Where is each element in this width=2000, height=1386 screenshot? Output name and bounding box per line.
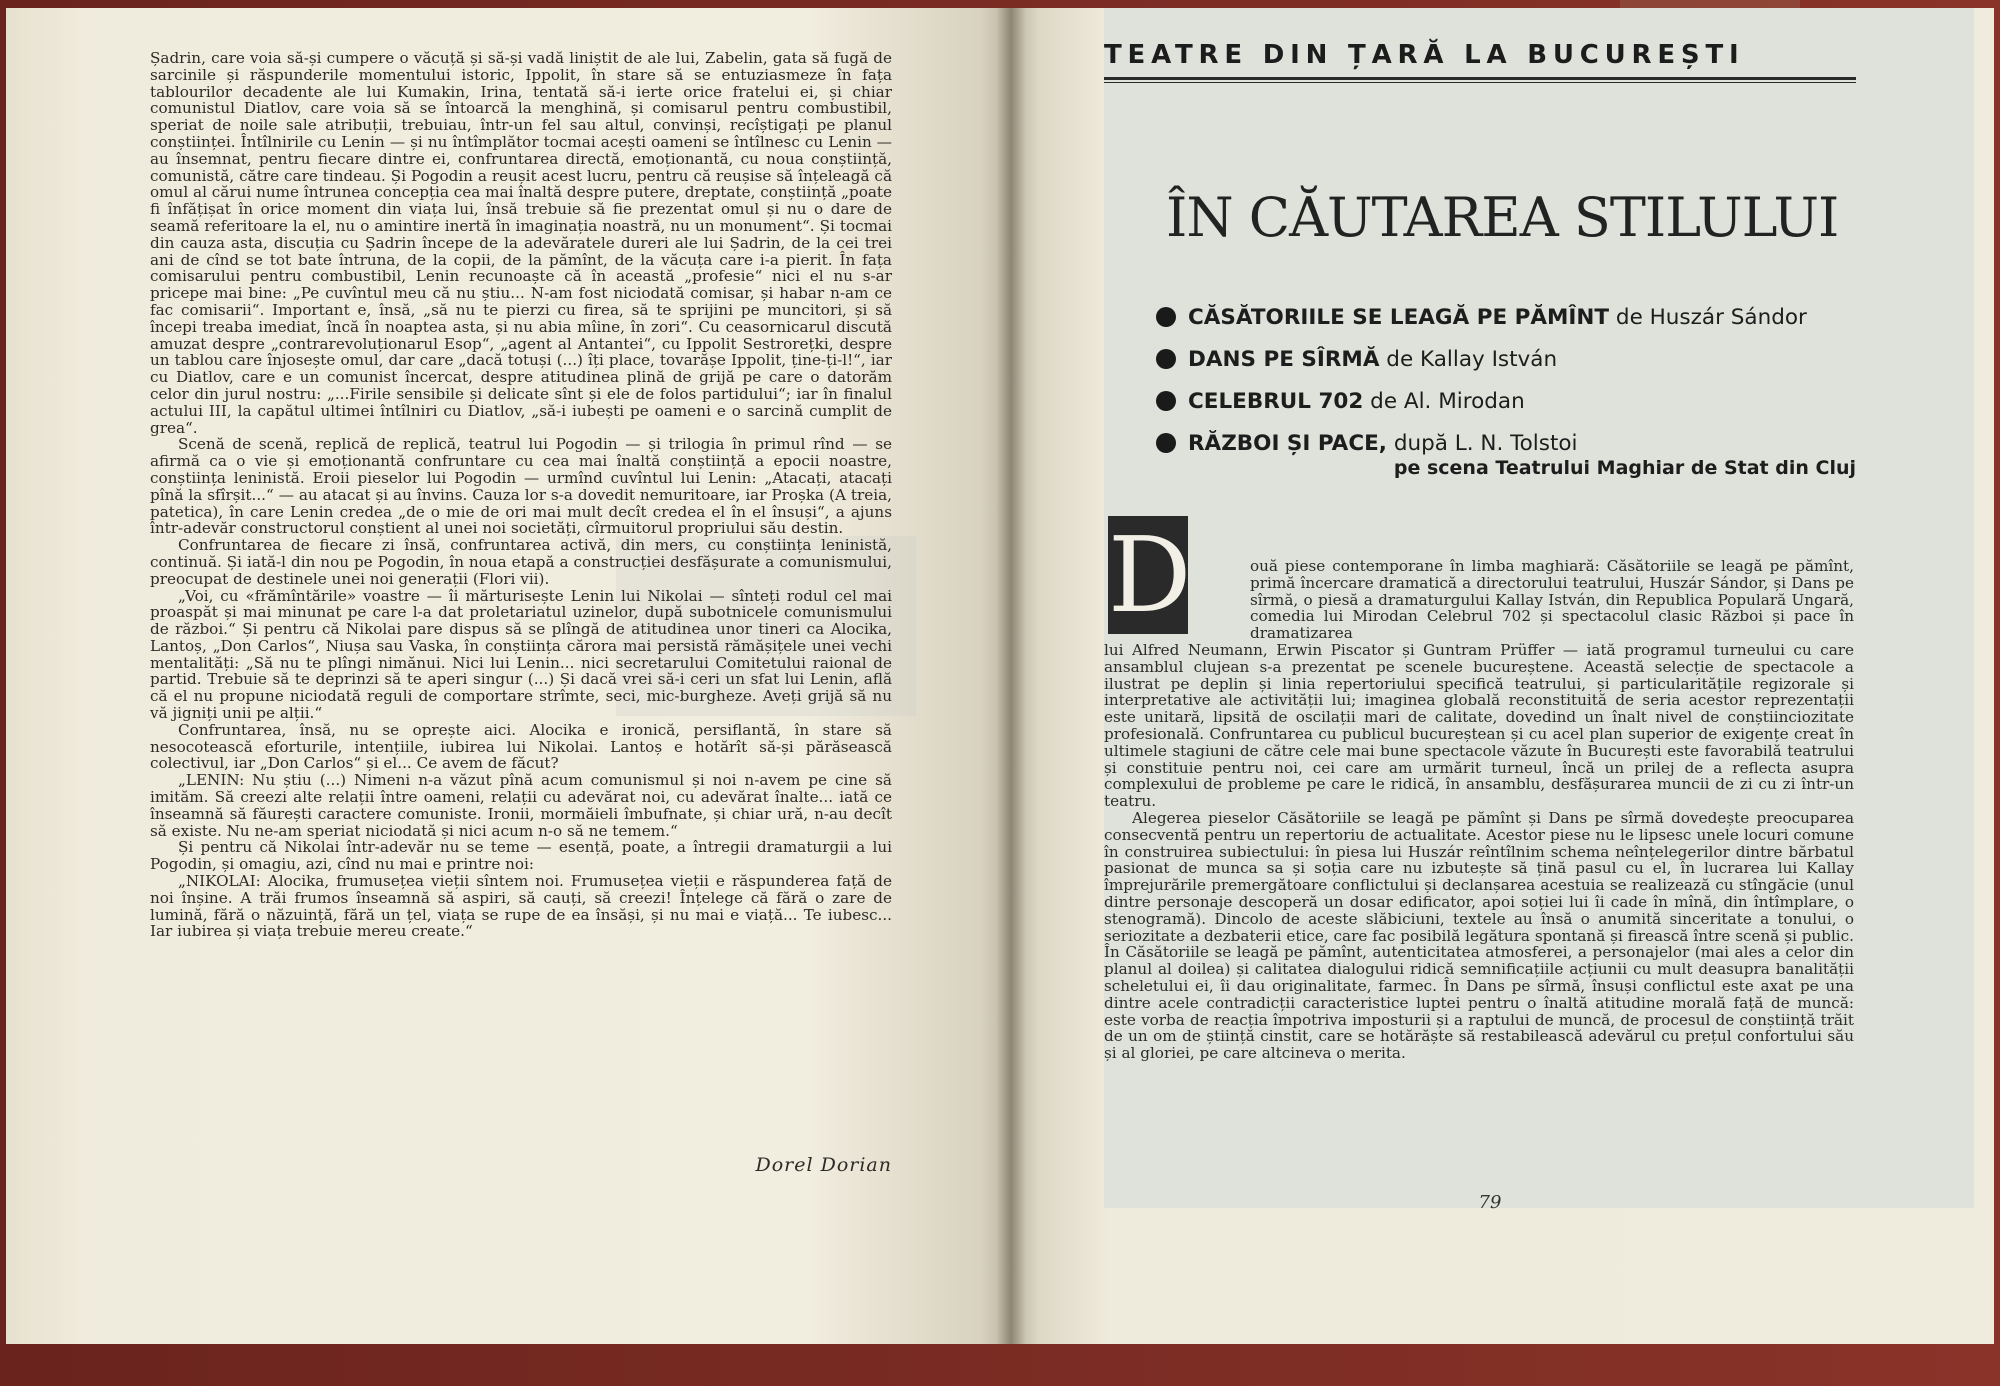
play-author: de Al. Mirodan [1370,388,1525,414]
list-item [1156,338,1856,380]
venue-line: pe scena Teatrului Maghiar de Stat din Cluj [1393,457,1856,479]
play-author: după L. N. Tolstoi [1393,430,1578,456]
page-number: 79 [1478,1192,1502,1213]
heading-rule [1104,82,1856,83]
paragraph: lui Alfred Neumann, Erwin Piscator și Guntram Prüffer — iată programul turneului cu care ansamblul clujean s-a prezentat pe scenele bucureștene. Această selecție de spectacole a ilustrat pe deplin și linia repertoriului specifică teatrului, și particularitățile regizorale și interpretative ale activității lui; imaginea globală reconstituită de seria acestor reprezentații este unitară, lipsită de oscilații mari de calitate, dovedind un înalt nivel de conștiinciozitate profesională. Confruntarea cu publicul bucureștean și cu acel plan superior de exigențe creat în ultimele stagiuni de către cele mai bune spectacole văzute în București este favorabilă teatrului și constituie pentru noi, cei care am urmărit turneul, încă un prilej de a reflecta asupra complexului de probleme pe care le ridică, în ansamblu, desfășurarea muncii de zi cu zi într-un teatru. [1104,641,1854,811]
intro-text [1250,558,1854,642]
paragraph: Șadrin, care voia să-și cumpere o văcuță și să-și vadă liniștit de ale lui, Zabelin, gata să fugă de sarcinile și răspunderile momentului istoric, Ippolit, în stare să se entuziasmeze în fața tablourilor decadente ale lui Kumakin, Irina, tentată să-i ierte orice fratelui ei, și chiar comunistul Diatlov, care voia să se întoarcă la menghină, și comisarul pentru combustibil, speriat de noile sale atribuții, trebuiau, într-un fel sau altul, convinși, recîștigați pe planul conștiinței. Întîlnirile cu Lenin — și nu întîmplător tocmai acești oameni se întîlnesc cu Lenin — au însemnat, pentru fiecare dintre ei, confruntarea directă, emoționantă, cu noua conștiință, comunistă, către care tindeau. Și Pogodin a reușit acest lucru, pentru că reușise să înțeleagă că omul al cărui nume întrunea concepția cea mai înaltă despre putere, dreptate, conștiință „poate fi înfățișat în orice moment din viața lui, însă trebuie să fie prezentat omul și nu o dare de seamă referitoare la el, nu o amintire inertă în imaginația noastră, nu un monument“. Și tocmai din cauza asta, discuția cu Șadrin începe de la adevăratele dureri ale lui Șadrin, de la cei trei ani de cînd se tot bate întruna, de la copii, de la pămînt, de la văcuța care i-a pierit. În fața comisarului pentru combustibil, Lenin recunoaște că în această „profesie“ nici el nu s-ar pricepe mai bine: „Pe cuvîntul meu că nu știu... N-am fost niciodată comisar, și habar n-am ce fac comisarii“. Important e, însă, „să nu te pierzi cu firea, să te sprijini pe muncitori, și să începi treaba imediat, încă în noaptea asta, și nu abia mîine, în zori“. Cu ceasornicarul discută amuzat despre „contrarevoluționarul Esop“, „agent al Antantei“, cu Ippolit Sestrorețki, despre un tablou care înjosește omul, dar care „dacă totuși (...) îți place, tovarășe Ippolit, ține-ți-l!“, iar cu Diatlov, care e un comunist încercat, despre atitudinea plină de grijă pe care o datorăm celor din jurul nostru: „...Firile sensibile și delicate sînt și ele de folos partidului“; iar în finalul actului III, la capătul ultimei întîlniri cu Diatlov, „să-i iubești pe oameni e o sarcină cumplit de grea“. [150,49,892,437]
play-title: DANS PE SÎRMĂ [1188,346,1380,372]
article-title: ÎN CĂUTAREA STILULUI [1166,186,1839,249]
bullet-icon [1156,433,1176,453]
paragraph: „NIKOLAI: Alocika, frumusețea vieții sîntem noi. Frumusețea vieții e răspunderea față de noi înșine. A trăi frumos înseamnă să aspiri, să cauți, să creezi! Înțelege că fără o zare de lumină, fără o năzuință, fără un țel, viața se rupe de ea însăși, și nu mai e viață... Te iubesc... Iar iubirea și viața trebuie mereu create.“ [150,872,892,941]
paragraph: Și pentru că Nikolai într-adevăr nu se teme — esență, poate, a întregii dramaturgii a lui Pogodin, și omagiu, azi, cînd nu mai e printre noi: [150,838,892,874]
plays-list [1156,296,1856,464]
play-title: CELEBRUL 702 [1188,388,1364,414]
author-signature: Dorel Dorian [755,1154,892,1176]
paragraph: Scenă de scenă, replică de replică, teatrul lui Pogodin — și trilogia în primul rînd — se afirmă ca o vie și emoționantă confruntare cu cea mai înaltă conștiință a epocii noastre, conștiința leninistă. Eroii pieselor lui Pogodin — urmînd cuvîntul lui Lenin: „Atacați, atacați pînă la sfîrșit...“ — au atacat și au învins. Cauza lor s-a dovedit nemuritoare, iar Proșka (A treia, patetica), în care Lenin credea „de o mie de ori mai mult decît credea el în el însuși“, a ajuns într-adevăr constructorul conștient al unei noi societăți, cîrmuitorul propriului său destin. [150,435,892,538]
bullet-icon [1156,349,1176,369]
play-title: RĂZBOI ȘI PACE, [1188,430,1387,456]
bullet-icon [1156,307,1176,327]
left-article-body [150,50,892,940]
paragraph: ouă piese contemporane în limba maghiară: Căsătoriile se leagă pe pămînt, primă încercare dramatică a directorului teatrului, Huszár Sándor, și Dans pe sîrmă, o piesă a dramaturgului Kallay István, din Republica Populară Ungară, comedia lui Mirodan Celebrul 702 și spectacolul clasic Război și pace în dramatizarea [1250,557,1854,643]
paragraph: „Voi, cu «frămîntările» voastre — îi mărturisește Lenin lui Nikolai — sînteți rodul cel mai proaspăt și mai minunat pe care l-a dat proletariatul uzinelor, după subotnicele comunismului de război.“ Și pentru că Nikolai pare dispus să se plîngă de atitudinea unor tineri ca Alocika, Lantoș, „Don Carlos“, Niușa sau Vaska, în conștiința cărora mai persistă rămășițele unei vechi mentalități: „Să nu te plîngi nimănui. Nici lui Lenin... nici secretarului Comitetului raional de partid. Trebuie să te deprinzi să te aperi singur (...) Și dacă vrei să-i ceri un sfat lui Lenin, află că el nu propune niciodată reguli de comportare strîmte, seci, mic-burgheze. Aveți grijă să nu vă jigniți unii pe alții.“ [150,586,892,723]
bullet-icon [1156,391,1176,411]
play-title: CĂSĂTORIILE SE LEAGĂ PE PĂMÎNT [1188,304,1610,330]
paragraph: „LENIN: Nu știu (...) Nimeni n-a văzut pînă acum comunismul și noi n-avem pe cine să imităm. Să creezi alte relații între oameni, relații cu adevărat noi, cu adevărat înalte... iată ce înseamnă să făurești caractere comuniste. Ironii, mormăieli îmbufnate, și chiar ură, n-au decît să existe. Nu ne-am speriat niciodată și nici acum n-o să ne temem.“ [150,771,892,840]
play-author: de Huszár Sándor [1615,304,1807,330]
list-item [1156,296,1856,338]
paragraph: Confruntarea, însă, nu se oprește aici. Alocika e ironică, persiflantă, în stare să nesocotească eforturile, intențiile, iubirea lui Nikolai. Lantoș e hotărît să-și părăsească colectivul, iar „Don Carlos“ și el... Ce avem de făcut? [150,720,892,773]
series-heading: TEATRE DIN ȚARĂ LA BUCUREȘTI [1104,40,1745,70]
right-article-body [1104,642,1854,1062]
paragraph: Alegerea pieselor Căsătoriile se leagă pe pămînt și Dans pe sîrmă dovedește preocuparea consecventă pentru un repertoriu de actualitate. Acestor piese nu le lipsesc unele locuri comune în construirea subiectului: în piesa lui Huszár reîntîlnim schema neînțelegerilor dintre bărbatul pasionat de munca sa și soția care nu izbutește să țină pasul cu el, în lucrarea lui Kallay împrejurările premergătoare conflictului și declanșarea acestuia se realizează cu stîngăcie (unul dintre personaje descoperă un dosar edificator, apoi soției lui îi cade în mînă, din întîmplare, o stenogramă). Dincolo de aceste slăbiciuni, textele au însă o anumită sinceritate a tonului, o seriozitate a dezbaterii etice, care fac posibilă legătura spontană și firească între scenă și public. În Căsătoriile se leagă pe pămînt, autenticitatea atmosferei, a personajelor (mai ales a celor din planul al doilea) și calitatea dialogului ridică semnificațiile acțiunii cu mult deasupra banalității scheletului ei, îi dau originalitate, farmec. În Dans pe sîrmă, însuși conflictul este axat pe una dintre acele contradicții caracteristice luptei pentru o înaltă atitudine morală față de muncă: este vorba de reacția împotriva imposturii și a raptului de muncă, de procesul de conștiință trăit de un om de știință cinstit, care se hotărăște să restabilească adevărul cu prețul confortului său și al gloriei, pe care altcineva o merita. [1104,808,1854,1063]
paragraph: Confruntarea de fiecare zi însă, confruntarea activă, din mers, cu conștiința leninistă, continuă. Și iată-l din nou pe Pogodin, în noua etapă a construcției desfășurate a comunismului, preocupat de destinele unei noi generații (Flori vii). [150,536,892,588]
drop-cap: D [1108,514,1192,636]
list-item [1156,380,1856,422]
heading-rule [1104,77,1856,80]
book-gutter [996,8,1026,1344]
play-author: de Kallay István [1386,346,1558,372]
